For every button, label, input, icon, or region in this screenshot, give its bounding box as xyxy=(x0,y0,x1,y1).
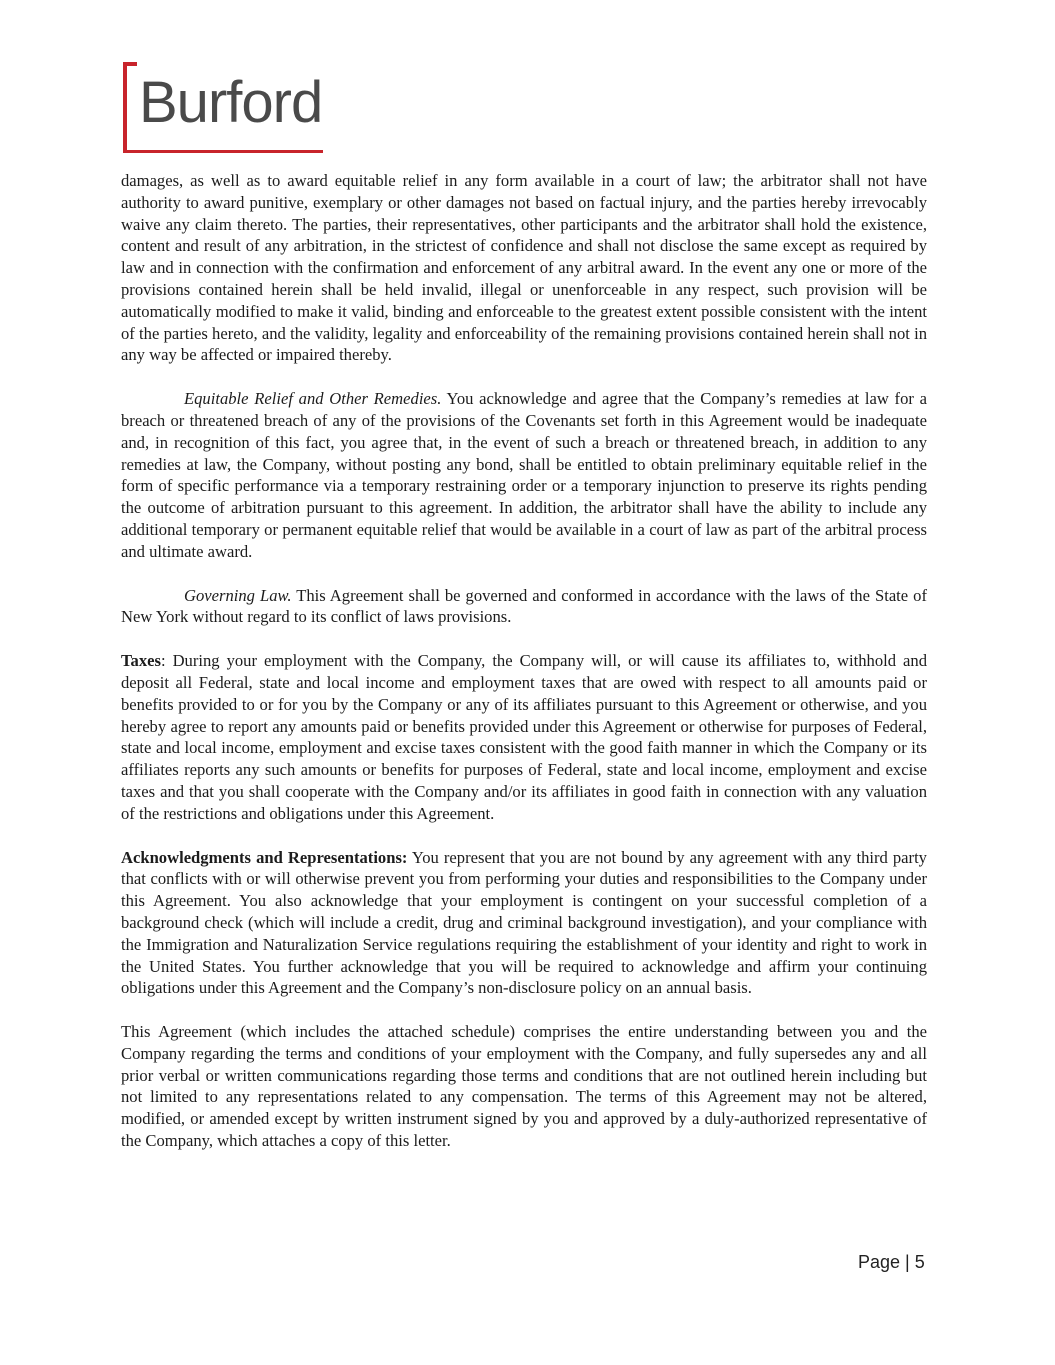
paragraph-text: You acknowledge and agree that the Company’s remedies at law for a breach or threatened breach of any of the provisions of the Covenants set forth in this Agreement would be inadequate and, in recognition of this fact, you agree that, in the event of such a breach or threatened breach, in addition to any remedies at law, the Company, without posting any bond, shall be entitled to obtain preliminary equitable relief in the form of specific performance via a temporary restraining order or a temporary injunction to preserve its rights pending the outcome of arbitration pursuant to this agreement. In addition, the arbitrator shall have the ability to include any additional temporary or permanent equitable relief that would be available in a court of law as part of the arbitral process and ultimate award. xyxy=(121,389,927,561)
logo-wordmark: Burford xyxy=(139,70,323,135)
document-body xyxy=(121,170,927,1174)
section-heading: Acknowledgments and Representations: xyxy=(121,847,408,867)
logo-bracket-left xyxy=(123,62,127,152)
paragraph-text: damages, as well as to award equitable relief in any form available in a court of law; the arbitrator shall not have authority to award punitive, exemplary or other damages not based on factual injury, and the parties hereby irrevocably waive any claim thereto. The parties, their representatives, other participants and the arbitrator shall hold the existence, content and result of any arbitration, in the strictest of confidence and shall not disclose the same except as required by law and in connection with the confirmation and enforcement of any arbitral award. In the event any one or more of the provisions contained herein shall be held invalid, illegal or unenforceable in any respect, such provision will be automatically modified to make it valid, binding and enforceable to the greatest extent possible consistent with the intent of the parties hereto, and the validity, legality and enforceability of the remaining provisions contained herein shall not in any way be affected or impaired thereby. xyxy=(121,171,927,365)
paragraph-text: This Agreement (which includes the attached schedule) comprises the entire understanding between you and the Company regarding the terms and conditions of your employment with the Company, and fully supersedes any and all prior verbal or written communications regarding those terms and conditions that are not outlined herein including but not limited to any representations related to any compensation. The terms of this Agreement may not be altered, modified, or amended except by written instrument signed by you and approved by a duly-authorized representative of the Company, which attaches a copy of this letter. xyxy=(121,1022,927,1151)
logo-bracket-top xyxy=(123,62,137,66)
section-heading: Taxes xyxy=(121,651,161,671)
page-number: Page | 5 xyxy=(858,1252,925,1272)
paragraph-text: : During your employment with the Company, the Company will, or will cause its affiliates to, withhold and deposit all Federal, state and local income and employment taxes that are owed with respect to all amounts paid or benefits provided to or for you by the Company or any of its affiliates pursuant to this Agreement or otherwise, and you hereby agree to report any amounts paid or benefits provided under this Agreement or otherwise for purposes of Federal, state and local income, employment and excise taxes consistent with the good faith manner in which the Company or its affiliates reports any such amounts or benefits for purposes of Federal, state and local income, employment and excise taxes and that you shall cooperate with the Company and/or its affiliates in good faith in connection with any valuation of the restrictions and obligations under this Agreement. xyxy=(121,651,927,823)
paragraph-acknowledgments xyxy=(121,847,927,1000)
logo-underline xyxy=(123,150,323,153)
paragraph-governing-law xyxy=(121,585,927,629)
paragraph-text: This Agreement shall be governed and conformed in accordance with the laws of the State of New York without regard to its conflict of laws provisions. xyxy=(121,585,927,627)
paragraph-equitable-relief xyxy=(121,388,927,562)
paragraph-arbitration-continued xyxy=(121,170,927,366)
company-logo xyxy=(123,62,323,154)
paragraph-text: You represent that you are not bound by any agreement with any third party that conflicts with or will otherwise prevent you from performing your duties and responsibilities to the Company under this Agreement. You also acknowledge that your employment is contingent on your successful completion of a background check (which will include a credit, drug and criminal background investigation), and your compliance with the Immigration and Naturalization Service regulations requiring the establishment of your identity and right to work in the United States. You further acknowledge that you will be required to acknowledge and affirm your continuing obligations under this Agreement and the Company’s non-disclosure policy on an annual basis. xyxy=(121,847,927,998)
section-heading: Equitable Relief and Other Remedies. xyxy=(184,389,442,409)
paragraph-entire-agreement xyxy=(121,1021,927,1152)
section-heading: Governing Law. xyxy=(184,585,292,605)
paragraph-taxes xyxy=(121,650,927,824)
